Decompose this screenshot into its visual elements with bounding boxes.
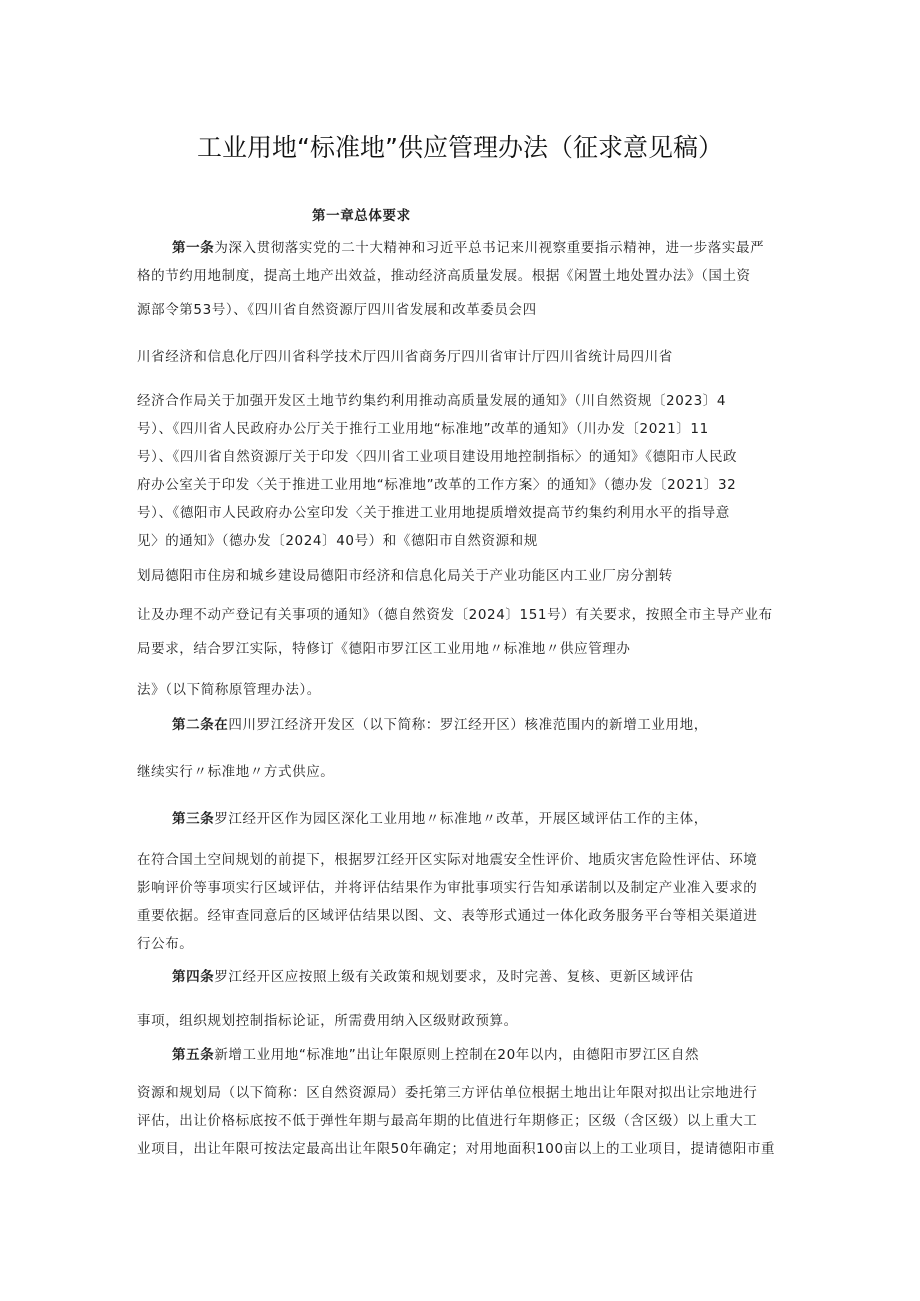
article-5-label: 第五条	[172, 1047, 215, 1063]
article-1-line: 号）、《四川省自然资源厅关于印发〈四川省工业项目建设用地控制指标〉的通知》《德阳市人民政	[137, 449, 738, 465]
article-1-line: 见〉的通知》（德办发〔2024〕40号）和《德阳市自然资源和规	[137, 533, 538, 549]
chapter-heading: 第一章总体要求	[312, 208, 411, 224]
article-3-line: 行公布。	[137, 936, 194, 952]
article-1-line: 划局德阳市住房和城乡建设局德阳市经济和信息化局关于产业功能区内工业厂房分割转	[137, 568, 673, 584]
article-4-label: 第四条	[172, 969, 215, 985]
article-5-line: 业项目，出让年限可按法定最高出让年限50年确定；对用地面积100亩以上的工业项目，提请德阳市重	[137, 1141, 776, 1157]
article-1-line: 号）、《德阳市人民政府办公室印发〈关于推进工业用地提质增效提高节约集约利用水平的指导意	[137, 505, 730, 521]
article-1-label: 第一条	[172, 240, 215, 256]
article-4-line: 第四条罗江经开区应按照上级有关政策和规划要求，及时完善、复核、更新区域评估	[172, 969, 694, 985]
article-3-line: 影响评价等事项实行区域评估，并将评估结果作为审批事项实行告知承诺制以及制定产业准入要求的	[137, 880, 758, 896]
article-1-line: 局要求，结合罗江实际，特修订《德阳市罗江区工业用地〃标准地〃供应管理办	[137, 641, 631, 657]
article-1-line: 经济合作局关于加强开发区土地节约集约利用推动高质量发展的通知》（川自然资规〔2023〕4	[137, 393, 727, 409]
article-1-line: 让及办理不动产登记有关事项的通知》（德自然资发〔2024〕151号）有关要求，按照全市主导产业布	[137, 607, 773, 623]
article-2-line: 继续实行〃标准地〃方式供应。	[137, 764, 335, 780]
article-3-label: 第三条	[172, 811, 215, 827]
article-5-line: 第五条新增工业用地“标准地”出让年限原则上控制在20年以内，由德阳市罗江区自然	[172, 1047, 700, 1063]
article-2-line: 第二条在四川罗江经济开发区（以下简称：罗江经开区）核准范围内的新增工业用地，	[172, 717, 708, 733]
article-5-line: 评估，出让价格标底按不低于弹性年期与最高年期的比值进行年期修正；区级（含区级）以上重大工	[137, 1113, 758, 1129]
article-1-line: 源部令第53号）、《四川省自然资源厅四川省发展和改革委员会四	[137, 302, 537, 318]
article-1-line: 号）、《四川省人民政府办公厅关于推行工业用地“标准地”改革的通知》（川办发〔2021〕11	[137, 421, 709, 437]
article-1-line: 川省经济和信息化厅四川省科学技术厅四川省商务厅四川省审计厅四川省统计局四川省	[137, 349, 673, 365]
document-title: 工业用地“标准地”供应管理办法（征求意见稿）	[197, 133, 723, 162]
article-1-line: 第一条为深入贯彻落实党的二十大精神和习近平总书记来川视察重要指示精神，进一步落实最严	[172, 240, 765, 256]
article-1-line: 府办公室关于印发〈关于推进工业用地“标准地”改革的工作方案〉的通知》（德办发〔2021〕32	[137, 477, 737, 493]
article-5-line: 资源和规划局（以下简称：区自然资源局）委托第三方评估单位根据土地出让年限对拟出让宗地进行	[137, 1085, 758, 1101]
article-3-line: 第三条罗江经开区作为园区深化工业用地〃标准地〃改革，开展区域评估工作的主体，	[172, 811, 708, 827]
article-3-line: 在符合国土空间规划的前提下，根据罗江经开区实际对地震安全性评价、地质灾害危险性评估、环境	[137, 852, 758, 868]
article-1-line: 法》（以下简称原管理办法）。	[137, 682, 321, 698]
article-4-line: 事项，组织规划控制指标论证，所需费用纳入区级财政预算。	[137, 1013, 518, 1029]
article-1-line: 格的节约用地制度，提高土地产出效益，推动经济高质量发展。根据《闲置土地处置办法》（国土资	[137, 268, 751, 284]
article-2-label: 第二条在	[172, 717, 229, 733]
article-3-line: 重要依据。经审查同意后的区域评估结果以图、文、表等形式通过一体化政务服务平台等相关渠道进	[137, 908, 758, 924]
